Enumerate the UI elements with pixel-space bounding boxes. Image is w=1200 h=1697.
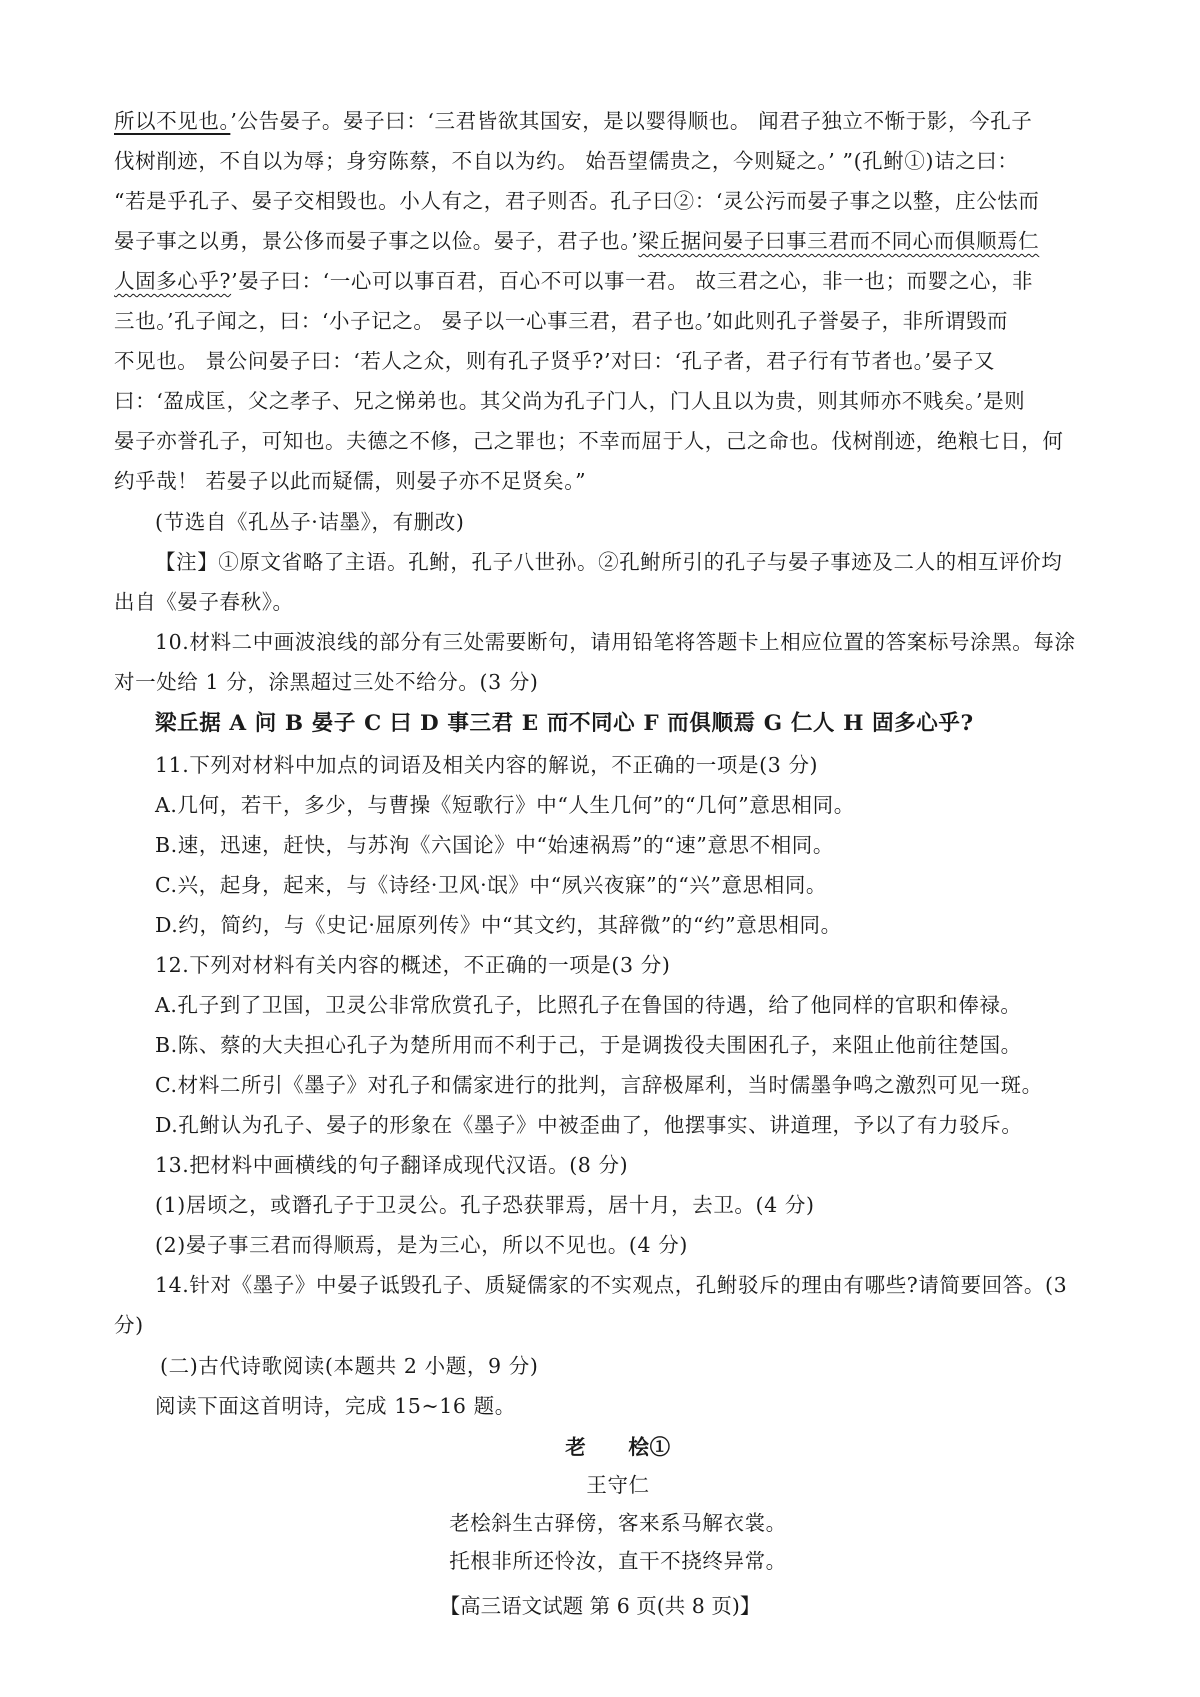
poem-instruction: 阅读下面这首明诗，完成 15~16 题。	[155, 1394, 516, 1418]
option-d: D.孔鲋认为孔子、晏子的形象在《墨子》中被歪曲了，他摆事实、讲道理，予以了有力驳斥。	[155, 1113, 1023, 1137]
poem-line: 老桧斜生古驿傍，客来系马解衣裳。	[449, 1511, 787, 1535]
question-13-2: (2)晏子事三君而得顺焉，是为三心，所以不见也。(4 分)	[155, 1233, 688, 1257]
underlined-sentence: 所以不见也。	[114, 109, 231, 133]
question-10: 10.材料二中画波浪线的部分有三处需要断句，请用铅笔将答题卡上相应位置的答案标号涂黑。每涂	[155, 630, 1076, 654]
question-12: 12.下列对材料有关内容的概述，不正确的一项是(3 分)	[155, 953, 671, 977]
question-13: 13.把材料中画横线的句子翻译成现代汉语。(8 分)	[155, 1153, 629, 1177]
option-b: B.速，迅速，赶快，与苏洵《六国论》中“始速祸焉”的“速”意思不相同。	[155, 833, 834, 857]
question-14: 14.针对《墨子》中晏子诋毁孔子、质疑儒家的不实观点，孔鲋驳斥的理由有哪些?请简要回答。(3	[155, 1273, 1068, 1297]
poem-title: 老 桧①	[565, 1435, 671, 1459]
section-heading: (二)古代诗歌阅读(本题共 2 小题，9 分)	[160, 1354, 539, 1378]
wavy-underlined-sentence: 梁丘据问晏子曰事三君而不同心而俱顺焉仁	[638, 229, 1040, 253]
passage-line: “若是乎孔子、晏子交相毁也。小人有之，君子则否。孔子曰②：‘灵公污而晏子事之以整，庄公怯而	[114, 189, 1040, 213]
option-c: C.兴，起身，起来，与《诗经·卫风·氓》中“夙兴夜寐”的“兴”意思相同。	[155, 873, 828, 897]
passage-line: 晏子亦誉孔子，可知也。夫德之不修，己之罪也；不幸而屈于人，己之命也。伐树削迹，绝粮七日，何	[114, 429, 1064, 453]
passage-line: 晏子事之以勇，景公侈而晏子事之以俭。晏子，君子也。’梁丘据问晏子曰事三君而不同心而俱顺焉仁	[114, 229, 1040, 253]
passage-line: 约乎哉！ 若晏子以此而疑儒，则晏子亦不足贤矣。”	[114, 469, 587, 493]
passage-line: 三也。’孔子闻之，曰：‘小子记之。 晏子以一心事三君，君子也。’如此则孔子誉晏子，非所谓毁而	[114, 309, 1009, 333]
option-a: A.孔子到了卫国，卫灵公非常欣赏孔子，比照孔子在鲁国的待遇，给了他同样的官职和俸禄。	[155, 993, 1022, 1017]
passage-line: 人固多心乎?’晏子曰：‘一心可以事百君，百心不可以事一君。 故三君之心，非一也；而婴之心，非	[114, 269, 1034, 293]
question-10-sentence: 梁丘据 A 问 B 晏子 C 曰 D 事三君 E 而不同心 F 而俱顺焉 G 仁人 H 固多心乎?	[155, 711, 974, 736]
wavy-underlined-sentence: 人固多心乎?	[114, 269, 232, 293]
question-13-1: (1)居顷之，或谮孔子于卫灵公。孔子恐获罪焉，居十月，去卫。(4 分)	[155, 1193, 815, 1217]
source-citation: (节选自《孔丛子·诘墨》，有删改)	[155, 510, 465, 534]
note-line: 【注】①原文省略了主语。孔鲋，孔子八世孙。②孔鲋所引的孔子与晏子事迹及二人的相互评价均	[155, 550, 1063, 574]
passage-line: 曰：‘盈成匡，父之孝子、兄之悌弟也。其父尚为孔子门人，门人且以为贵，则其师亦不贱矣。’是则	[114, 389, 1026, 413]
question-10-cont: 对一处给 1 分，涂黑超过三处不给分。(3 分)	[114, 670, 539, 694]
passage-line: 所以不见也。’公告晏子。晏子曰：‘三君皆欲其国安，是以婴得顺也。 闻君子独立不惭于影，今孔子	[114, 109, 1033, 133]
passage-line: 不见也。 景公问晏子曰：‘若人之众，则有孔子贤乎?’对曰：‘孔子者，君子行有节者也。’晏子又	[114, 349, 995, 373]
option-a: A.几何，若干，多少，与曹操《短歌行》中“人生几何”的“几何”意思相同。	[155, 793, 855, 817]
option-d: D.约，简约，与《史记·屈原列传》中“其文约，其辞微”的“约”意思相同。	[155, 913, 842, 937]
question-11: 11.下列对材料中加点的词语及相关内容的解说，不正确的一项是(3 分)	[155, 753, 819, 777]
option-c: C.材料二所引《墨子》对孔子和儒家进行的批判，言辞极犀利，当时儒墨争鸣之激烈可见一斑。	[155, 1073, 1043, 1097]
page-footer: 【高三语文试题 第 6 页(共 8 页)】	[439, 1594, 761, 1618]
passage-line: 伐树削迹，不自以为辱；身穷陈蔡，不自以为约。 始吾望儒贵之，今则疑之。’ ”(孔鲋①)诘之曰：	[114, 149, 1019, 173]
poem-line: 托根非所还怜汝，直干不挠终异常。	[449, 1549, 787, 1573]
option-b: B.陈、蔡的大夫担心孔子为楚所用而不利于己，于是调拨役夫围困孔子，来阻止他前往楚国。	[155, 1033, 1022, 1057]
poem-author: 王守仁	[586, 1473, 650, 1497]
question-14-cont: 分)	[114, 1313, 144, 1337]
note-line: 出自《晏子春秋》。	[114, 590, 294, 614]
